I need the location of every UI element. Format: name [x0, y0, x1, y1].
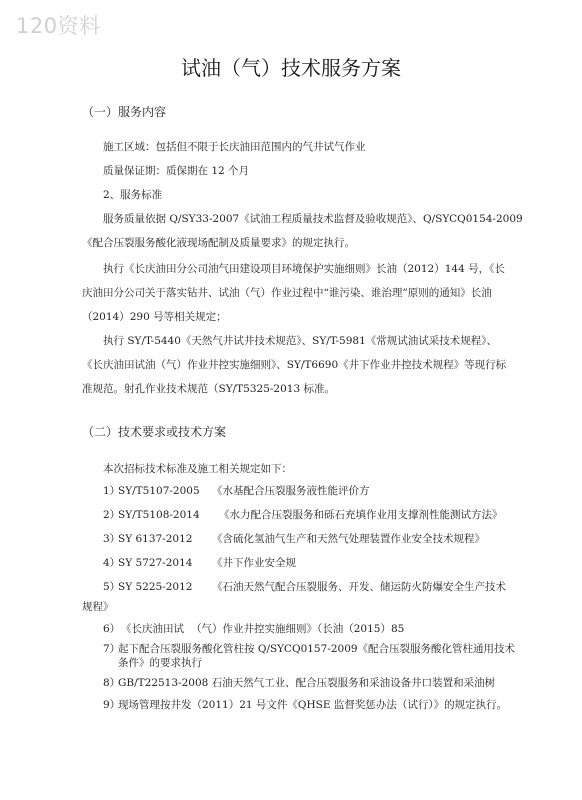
list-item-description: 《含硫化氢油气生产和天然气处理装置作业安全技术规程》: [212, 533, 485, 545]
list-item-number: 7）: [103, 643, 121, 655]
list-item-description: 起下配合压裂服务酸化管柱按 Q/SYCQ0157-2009《配合压裂服务酸化管柱通用技术: [118, 643, 516, 655]
list-item-number: 4）: [103, 557, 121, 569]
paragraph-3-line-3: 准规范。射孔作业技术规范（SY/T5325-2013 标准。: [82, 383, 335, 395]
paragraph-2-line-3: （2014）290 号等相关规定；: [82, 311, 227, 323]
list-item-number: 9）: [103, 699, 121, 711]
list-item-number: 3）: [103, 533, 121, 545]
list-item-code: SY/T5107-2005: [118, 485, 200, 497]
list-item-code: 《长庆油田试: [121, 623, 184, 635]
list-item-number: 1）: [103, 485, 121, 497]
list-item-number: 2）: [103, 509, 121, 521]
list-item-code: SY/T5108-2014: [118, 509, 200, 521]
list-item-number: 5）: [103, 581, 121, 593]
list-item-description: （气）作业井控实施细则》（长油（2015）85: [191, 623, 405, 635]
paragraph-3-line-1: 执行 SY/T-5440《天然气井试井技术规范》、SY/T-5981《常规试油试采技术规程》、: [103, 335, 497, 347]
list-item-code: SY 5727-2014: [118, 557, 193, 569]
list-item-code: SY 6137-2012: [118, 533, 193, 545]
paragraph-1-line-1: 服务质量依据 Q/SY33-2007《试油工程质量技术监督及验收规范》、Q/SYCQ0154-2009: [103, 213, 523, 225]
list-item-description-continued: 规程》: [82, 601, 114, 613]
standards-intro-text: 本次招标技术标准及施工相关规定如下：: [103, 463, 292, 475]
list-item-code: SY 5225-2012: [118, 581, 193, 593]
list-item-number: 6）: [103, 623, 121, 635]
list-item-description: 《水基配合压裂服务液性能评价方: [212, 485, 370, 497]
list-item-description: 《井下作业安全规: [212, 557, 296, 569]
paragraph-2-line-2: 庆油田分公司关于落实钻井、试油（气）作业过程中“谁污染、谁治理”原则的通知》长油: [82, 287, 492, 299]
list-item-description: GB/T22513-2008 石油天然气工业、配合压裂服务和采油设备井口装置和采油树: [118, 677, 496, 689]
list-item-description-continued: 条件》的要求执行: [118, 657, 202, 669]
list-item-description: 《石油天然气配合压裂服务、开发、储运防火防爆安全生产技术: [212, 581, 506, 593]
section-heading-service-content: （一）服务内容: [82, 105, 167, 119]
paragraph-2-line-1: 执行《长庆油田分公司油气田建设项目环境保护实施细则》长油（2012）144 号，《长: [103, 263, 505, 275]
paragraph-1-line-2: 《配合压裂服务酸化液现场配制及质量要求》的规定执行。: [82, 237, 355, 249]
warranty-text: 质量保证期：质保期在 12 个月: [103, 165, 250, 177]
list-item-number: 8）: [103, 677, 121, 689]
service-standards-heading: 2、服务标准: [103, 189, 163, 201]
list-item-description: 现场管理按井发（2011）21 号文件《QHSE 监督奖惩办法（试行）》的规定执行。: [118, 699, 508, 711]
watermark-logo: 120资料: [16, 14, 101, 38]
construction-area-text: 施工区域：包括但不限于长庆油田范围内的气井试气作业: [103, 141, 366, 153]
page-title: 试油（气）技术服务方案: [181, 56, 401, 80]
paragraph-3-line-2: 《长庆油田试油（气）作业井控实施细则》、SY/T6690《井下作业井控技术规程》等现行标: [82, 359, 507, 371]
section-heading-technical-requirements: （二）技术要求或技术方案: [82, 425, 227, 439]
list-item-description: 《水力配合压裂服务和砾石充填作业用支撑剂性能测试方法》: [219, 509, 503, 521]
